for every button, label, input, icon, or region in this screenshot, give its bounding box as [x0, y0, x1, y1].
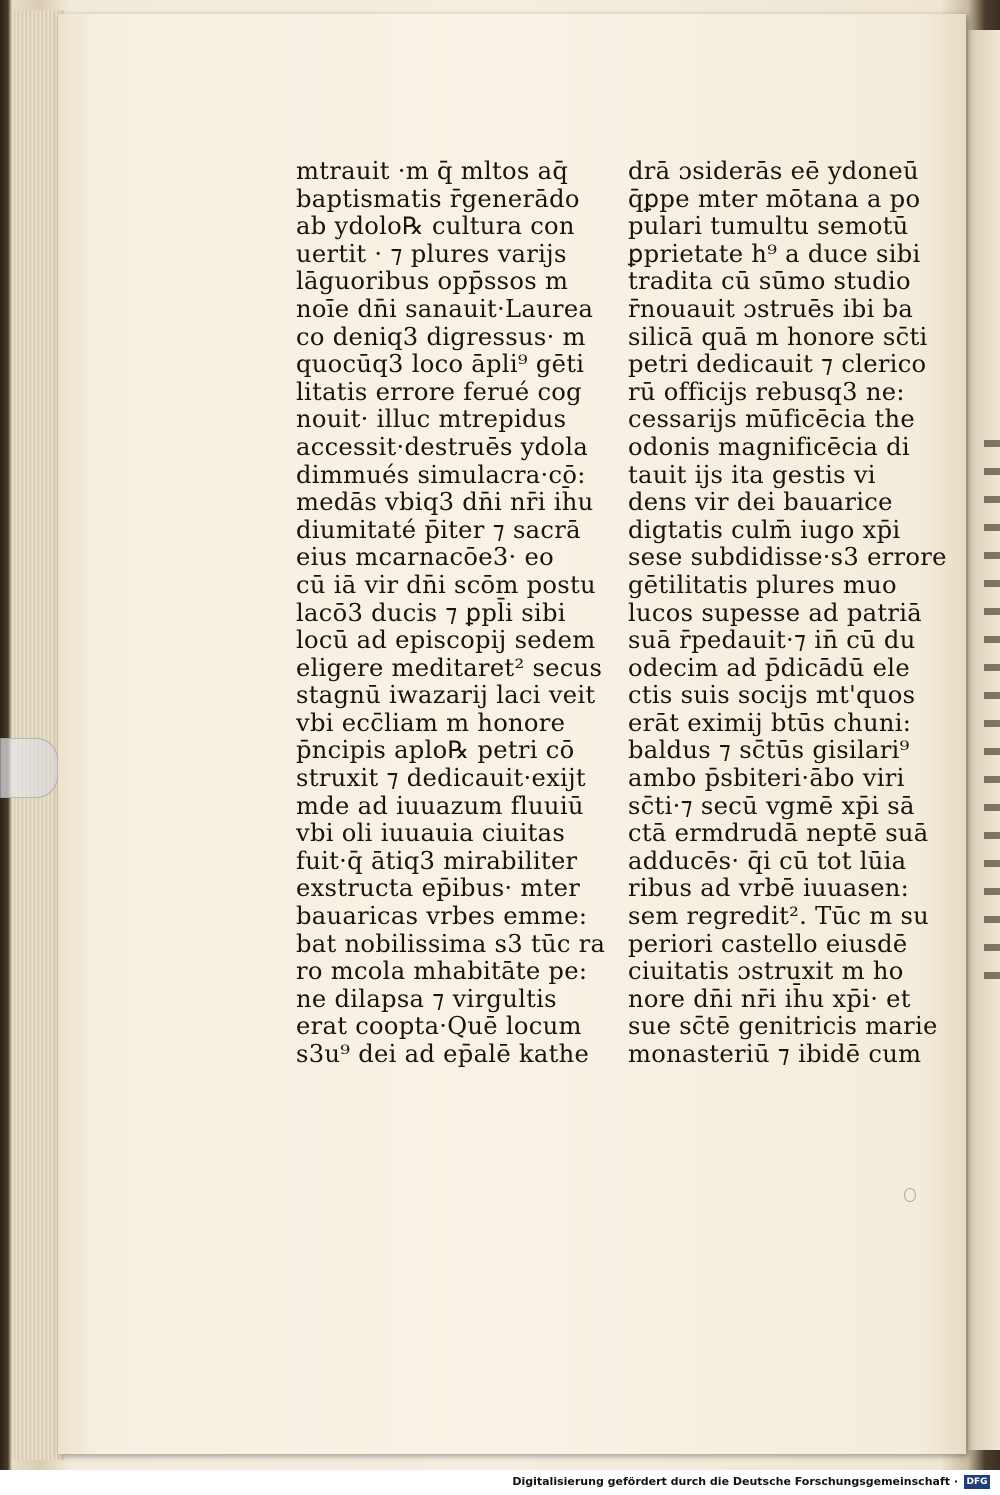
- text-line: q̄ꝑpe mter mōtana a po: [628, 184, 921, 213]
- text-line: ꝑprietate h⁹ a duce sibi: [628, 239, 921, 268]
- text-line: struxit ⁊ dedicauit·exijt: [296, 764, 586, 793]
- text-line: vbi oli iuuauia ciuitas: [296, 819, 566, 848]
- text-line: medās vbiq3 dn̄i nr̄i ih̄u: [296, 488, 594, 517]
- text-line: ambo p̄sbiteri·ābo viri: [628, 764, 905, 793]
- text-line: sem regredit². Tūc m su: [628, 902, 930, 931]
- text-line: dimmués simulacra·cō:: [296, 460, 586, 489]
- text-line: sese subdidisse·s3 errore: [628, 543, 947, 572]
- text-line: ciuitatis ɔstruxit m ho: [628, 957, 904, 986]
- text-line: sue sc̄tē genitricis marie: [628, 1012, 938, 1041]
- text-line: dens vir dei bauarice: [628, 488, 893, 517]
- text-line: lacō3 ducis ⁊ ꝑpl̄i sibi: [296, 598, 566, 627]
- text-line: adducēs· q̄i cū tot lūia: [628, 846, 907, 875]
- dfg-logo: DFG: [964, 1475, 990, 1489]
- text-line: lucos supesse ad patriā: [628, 598, 922, 627]
- text-line: monasteriū ⁊ ibidē cum: [628, 1040, 922, 1068]
- text-line: drā ɔsiderās eē ydoneū: [628, 157, 919, 185]
- text-line: ctā ermdrudā neptē suā: [628, 819, 929, 848]
- text-line: digtatis culm̄ iugo xp̄i: [628, 515, 901, 544]
- text-line: ne dilapsa ⁊ virgultis: [296, 984, 557, 1013]
- text-line: stagnū iwazarij laci veit: [296, 681, 596, 710]
- text-column-right: [628, 158, 948, 1069]
- text-line: tauit ijs ita gestis vi: [628, 460, 876, 489]
- text-line: pulari tumultu semotū: [628, 212, 909, 241]
- text-line: lāguoribus opp̄ssos m: [296, 267, 569, 296]
- facing-page-text-fragments: [984, 440, 1000, 1000]
- text-line: fuit·q̄ ātiq3 mirabiliter: [296, 846, 578, 875]
- text-line: r̄nouauit ɔstruēs ibi ba: [628, 294, 914, 323]
- text-line: litatis errore ferué cog: [296, 377, 582, 406]
- text-line: quocūq3 loco āpli⁹ gēti: [296, 350, 585, 379]
- text-line: erat coopta·Quē locum: [296, 1012, 582, 1041]
- text-line: bauaricas vrbes emme:: [296, 902, 588, 931]
- text-line: eius mcarnacōe3· eo: [296, 543, 554, 572]
- text-line: s3u⁹ dei ad ep̄alē kathe: [296, 1040, 590, 1068]
- text-line: ro mcola mhabitāte pe:: [296, 957, 588, 986]
- text-line: cessarijs mūficēcia the: [628, 405, 915, 434]
- page-clip: [0, 738, 58, 798]
- text-line: locū ad episcopij sedem: [296, 626, 596, 655]
- footer-credit: Digitalisierung gefördert durch die Deutsche Forschungsgemeinschaft ·: [512, 1475, 958, 1488]
- text-line: accessit·destruēs ydola: [296, 432, 589, 461]
- text-line: baptismatis r̄generādo: [296, 184, 580, 213]
- text-line: petri dedicauit ⁊ clerico: [628, 350, 927, 379]
- text-line: mtrauit ·m q̄ mltos aq̄: [296, 157, 569, 185]
- text-line: diumitaté p̄iter ⁊ sacrā: [296, 515, 581, 544]
- text-line: ab ydolo℞ cultura con: [296, 212, 575, 241]
- text-line: exstructa ep̄ibus· mter: [296, 874, 581, 903]
- text-line: rū officijs rebusq3 ne:: [628, 377, 905, 406]
- text-line: noīe dn̄i sanauit·Laurea: [296, 294, 594, 323]
- page-edges: [14, 10, 64, 1460]
- pinhole-mark: [904, 1188, 916, 1202]
- text-line: nouit· illuc mtrepidus: [296, 405, 567, 434]
- text-line: sc̄ti·⁊ secū vgmē xp̄i sā: [628, 791, 915, 820]
- text-line: uertit · ⁊ plures varijs: [296, 239, 567, 268]
- text-line: nore dn̄i nr̄i ih̄u xp̄i· et: [628, 984, 911, 1013]
- text-line: silicā quā m honore sc̄ti: [628, 322, 928, 351]
- text-line: eligere meditaret² secus: [296, 653, 603, 682]
- text-line: erāt eximij btūs chuni:: [628, 708, 912, 737]
- text-line: baldus ⁊ sc̄tūs gisilari⁹: [628, 736, 910, 765]
- text-line: gētilitatis plures muo: [628, 570, 897, 599]
- text-line: vbi ecc̄liam m honore: [296, 708, 566, 737]
- text-line: cū iā vir dn̄i scōm postu: [296, 570, 596, 599]
- text-line: co deniq3 digressus· m: [296, 322, 586, 351]
- text-line: p̄ncipis aplo℞ petri cō: [296, 736, 575, 765]
- text-line: bat nobilissima s3 tūc ra: [296, 929, 606, 958]
- text-line: odonis magnificēcia di: [628, 432, 910, 461]
- text-column-left: [296, 158, 616, 1069]
- text-line: ctis suis socijs mt'quos: [628, 681, 916, 710]
- text-line: odecim ad p̄dicādū ele: [628, 653, 910, 682]
- footer-bar: [0, 1470, 1000, 1495]
- text-line: tradita cū sūmo studio: [628, 267, 911, 296]
- text-line: periori castello eiusdē: [628, 929, 908, 958]
- text-line: ribus ad vrbē iuuasen:: [628, 874, 910, 903]
- text-line: mde ad iuuazum fluuiū: [296, 791, 584, 820]
- text-line: suā r̄pedauit·⁊ in̄ cū du: [628, 626, 916, 655]
